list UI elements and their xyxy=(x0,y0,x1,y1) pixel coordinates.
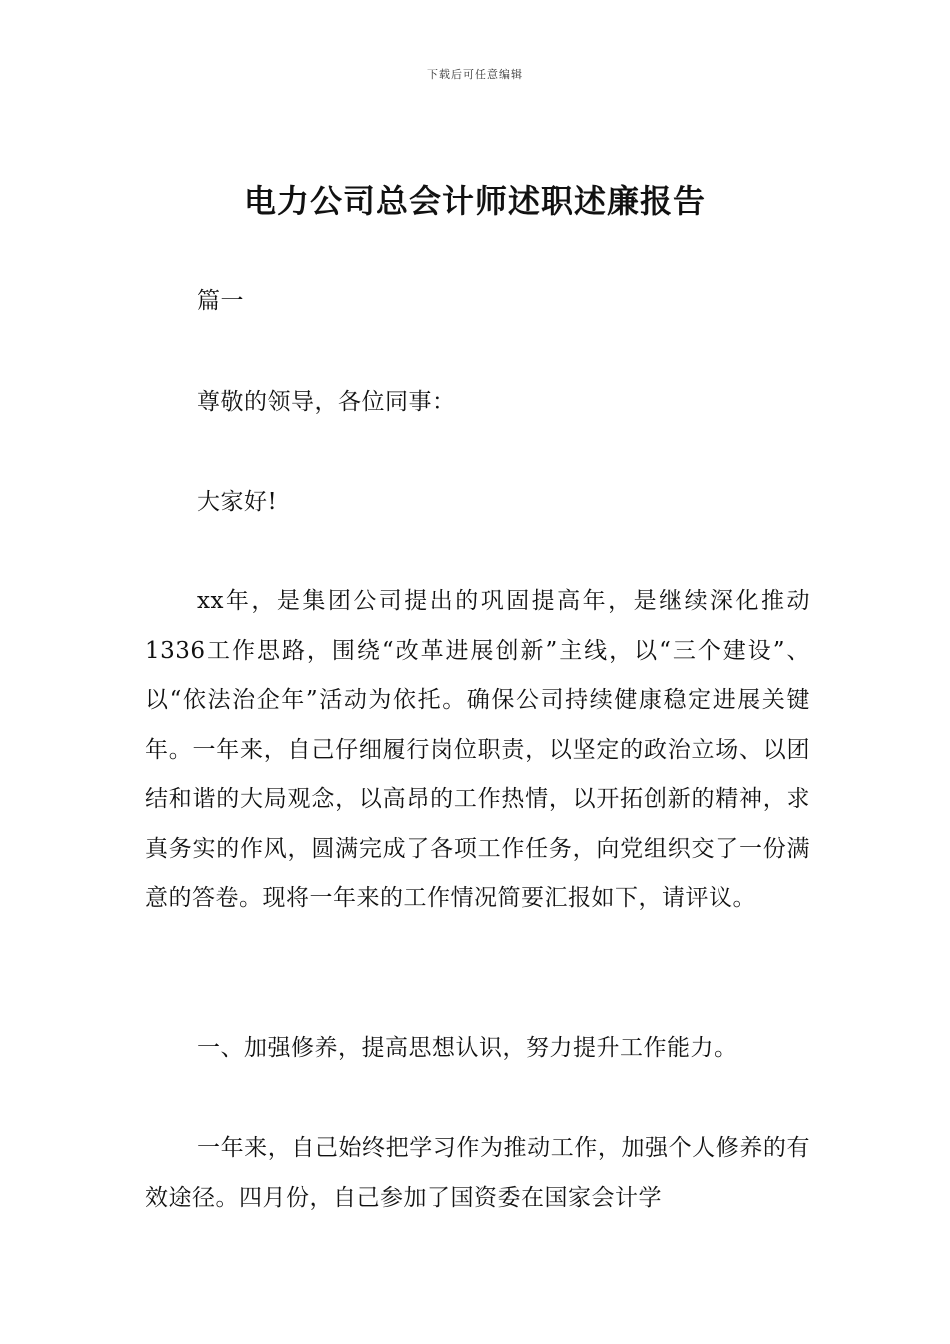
greeting-salutation: 尊敬的领导，各位同事： xyxy=(197,389,456,415)
header-note: 下载后可任意编辑 xyxy=(427,68,523,81)
body-paragraph-study: 一年来，自己始终把学习作为推动工作，加强个人修养的有效途径。四月份，自己参加了国资委在国家会计学 xyxy=(145,1135,810,1211)
section-label: 篇一 xyxy=(197,288,244,314)
greeting-hello: 大家好! xyxy=(197,489,278,515)
document-title: 电力公司总会计师述职述廉报告 xyxy=(243,182,706,220)
section-heading-1: 一、加强修养，提高思想认识，努力提升工作能力。 xyxy=(197,1035,738,1061)
body-paragraph-intro: xx年，是集团公司提出的巩固提高年，是继续深化推动1336工作思路，围绕“改革进展创新”主线，以“三个建设”、以“依法治企年”活动为依托。确保公司持续健康稳定进展关键年。一年来，自己仔细履行岗位职责，以坚定的政治立场、以团结和谐的大局观念，以高昂的工作热情，以开拓创新的精神，求真务实的作风，圆满完成了各项工作任务，向党组织交了一份满意的答卷。现将一年来的工作情况简要汇报如下，请评议。 xyxy=(145,588,810,911)
